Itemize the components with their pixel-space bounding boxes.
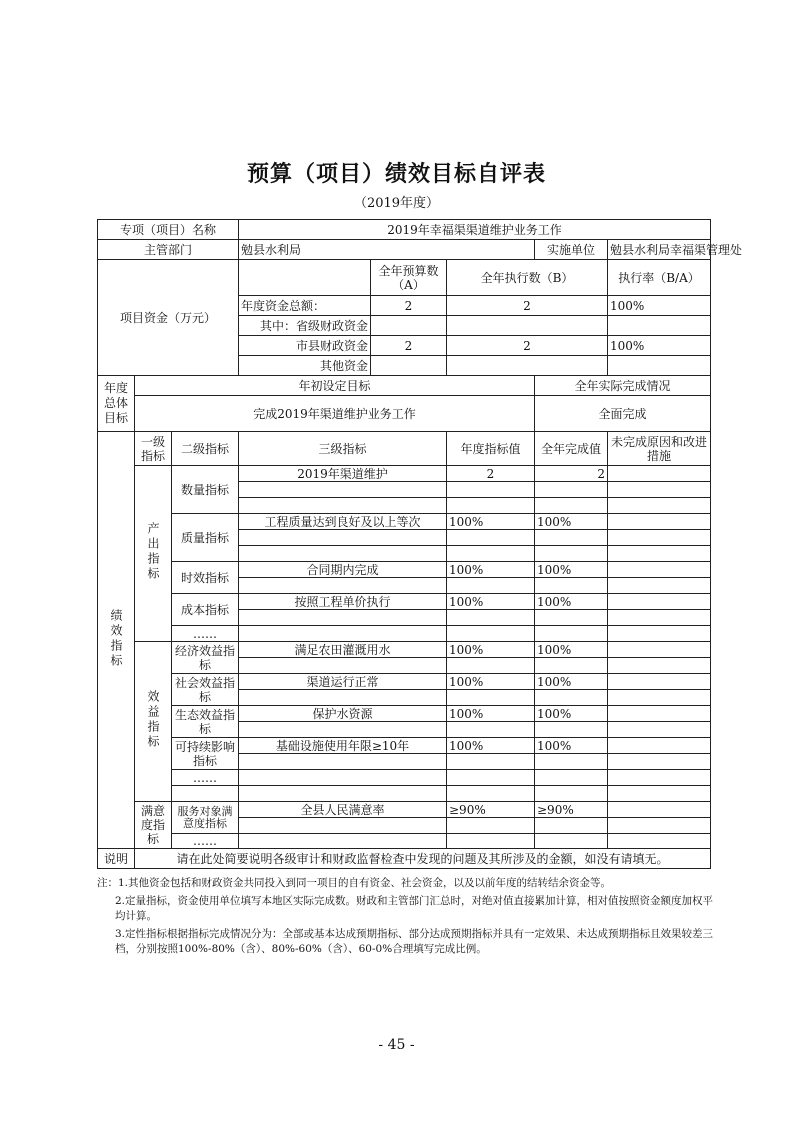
indicator-target: 100%: [447, 594, 535, 610]
table-row: [98, 770, 711, 786]
funds-row-a: [371, 316, 447, 336]
indicator-done: 100%: [535, 594, 608, 610]
funds-header-row: [98, 260, 711, 296]
overall-header-row: [98, 376, 711, 396]
table-row: [98, 466, 711, 482]
indicator-reason: [608, 514, 711, 530]
project-name-row: [98, 220, 711, 240]
indicator-done: ≥90%: [535, 802, 608, 818]
indicator-target: 100%: [447, 706, 535, 722]
indicator-item: 按照工程单价执行: [239, 594, 447, 610]
indicator-target: 2: [447, 466, 535, 482]
benefit-more: ……: [172, 770, 239, 786]
indicator-item: 满足农田灌溉用水: [239, 642, 447, 658]
indicator-reason: [608, 466, 711, 482]
funds-row-b: 2: [447, 336, 608, 356]
cost-indicator-label: 成本指标: [172, 594, 239, 626]
indicator-item: 保护水资源: [239, 706, 447, 722]
col-annual-done: 全年完成值: [535, 432, 608, 466]
funds-row-label: 年度资金总额：: [239, 296, 371, 316]
table-row: [98, 674, 711, 690]
indicator-done: 100%: [535, 562, 608, 578]
funds-row-rate: 100%: [608, 296, 711, 316]
funds-label: 项目资金（万元）: [98, 260, 239, 376]
social-indicator-label: 社会效益指标: [172, 674, 239, 706]
indicator-done: 100%: [535, 706, 608, 722]
actual-status-value: 全面完成: [535, 396, 711, 432]
table-row: [98, 786, 711, 802]
funds-row-a: 2: [371, 336, 447, 356]
footnote-3: 3.定性指标根据指标完成情况分为：全部或基本达成预期指标、部分达成预期指标并具有一定效果、未达成预期指标且效果较差三档，分别按照100%-80%（含）、80%-60%（含）、60-0%合理填写完成比例。: [115, 928, 714, 955]
quantity-indicator-label: 数量指标: [172, 466, 239, 514]
table-row: [98, 802, 711, 818]
table-row: [98, 626, 711, 642]
table-row: [98, 594, 711, 610]
funds-row-rate: 100%: [608, 336, 711, 356]
overall-content-row: [98, 396, 711, 432]
funds-row-b: [447, 356, 608, 376]
output-more: ……: [172, 626, 239, 642]
table-row: [98, 642, 711, 658]
table-row: [98, 514, 711, 530]
time-indicator-label: 时效指标: [172, 562, 239, 594]
indicator-item: 工程质量达到良好及以上等次: [239, 514, 447, 530]
remark-text: 请在此处简要说明各级审计和财政监督检查中发现的问题及其所涉及的金额，如没有请填无。: [135, 849, 711, 869]
sustain-indicator-label: 可持续影响指标: [172, 738, 239, 770]
satisfaction-more: ……: [172, 834, 239, 849]
impl-value: 勉县水利局幸福渠管理处: [608, 240, 711, 260]
footnotes: [97, 876, 717, 960]
col-level3: 三级指标: [239, 432, 447, 466]
table-row: [98, 562, 711, 578]
funds-row-b: [447, 316, 608, 336]
col-actual-status: 全年实际完成情况: [535, 376, 711, 396]
initial-goal-value: 完成2019年渠道维护业务工作: [135, 396, 535, 432]
indicator-done: 100%: [535, 674, 608, 690]
indicator-item: 基础设施使用年限≥10年: [239, 738, 447, 754]
col-exec-rate: 执行率（B/A）: [608, 260, 711, 296]
indicator-reason: [608, 562, 711, 578]
funds-row-label: 市县财政资金: [239, 336, 371, 356]
quality-indicator-label: 质量指标: [172, 514, 239, 562]
indicator-target: 100%: [447, 562, 535, 578]
indicator-target: 100%: [447, 642, 535, 658]
funds-row-rate: [608, 316, 711, 336]
department-row: [98, 240, 711, 260]
table-row: [98, 706, 711, 722]
dept-value: 勉县水利局: [239, 240, 535, 260]
funds-row-label: 其他资金: [239, 356, 371, 376]
econ-indicator-label: 经济效益指标: [172, 642, 239, 674]
indicator-reason: [608, 674, 711, 690]
remark-label: 说明: [98, 849, 135, 869]
funds-row-rate: [608, 356, 711, 376]
indicator-item: 渠道运行正常: [239, 674, 447, 690]
indicator-reason: [608, 738, 711, 754]
indicator-target: 100%: [447, 674, 535, 690]
indicator-reason: [608, 594, 711, 610]
page-number: - 45 -: [378, 1037, 415, 1053]
indicator-item: 2019年渠道维护: [239, 466, 447, 482]
indicator-done: 100%: [535, 642, 608, 658]
indicator-done: 100%: [535, 738, 608, 754]
service-satisfaction-label: 服务对象满意度指标: [172, 802, 239, 834]
remark-row: [98, 849, 711, 869]
indicator-done: 2: [535, 466, 608, 482]
table-row: [98, 834, 711, 849]
col-level2: 二级指标: [172, 432, 239, 466]
col-initial-goal: 年初设定目标: [135, 376, 535, 396]
col-executed-b: 全年执行数（B）: [447, 260, 608, 296]
overall-goal-label: 年度总体目标: [98, 376, 135, 432]
indicator-target: 100%: [447, 514, 535, 530]
satisfaction-indicator-label: 满意度指标: [135, 802, 172, 849]
perf-indicator-label: 绩效指标: [98, 432, 135, 849]
project-name-value: 2019年幸福渠渠道维护业务工作: [239, 220, 711, 240]
table-row: [98, 738, 711, 754]
footnote-2: 2.定量指标，资金使用单位填写本地区实际完成数。财政和主管部门汇总时，对绝对值直接累加计算，相对值按照资金额度加权平均计算。: [115, 895, 714, 922]
indicator-target: ≥90%: [447, 802, 535, 818]
indicator-target: 100%: [447, 738, 535, 754]
col-reason: 未完成原因和改进措施: [608, 432, 711, 466]
indicator-reason: [608, 642, 711, 658]
indicator-done: 100%: [535, 514, 608, 530]
self-evaluation-table: [97, 219, 743, 869]
col-budget-a: 全年预算数（A）: [371, 260, 447, 296]
indicator-item: 合同期内完成: [239, 562, 447, 578]
indicator-reason: [608, 802, 711, 818]
dept-label: 主管部门: [98, 240, 239, 260]
col-annual-target: 年度指标值: [447, 432, 535, 466]
funds-empty-cell: [239, 260, 371, 296]
footnote-1: 注：1.其他资金包括和财政资金共同投入到同一项目的自有资金、社会资金，以及以前年度的结转结余资金等。: [97, 877, 612, 889]
perf-header-row: [98, 432, 711, 466]
indicator-item: 全县人民满意率: [239, 802, 447, 818]
page-subtitle: （2019年度）: [353, 196, 440, 211]
funds-row-a: [371, 356, 447, 376]
col-level1: 一级指标: [135, 432, 172, 466]
page-title: 预算（项目）绩效目标自评表: [246, 161, 546, 187]
funds-row-b: 2: [447, 296, 608, 316]
eco-indicator-label: 生态效益指标: [172, 706, 239, 738]
funds-row-label: 其中：省级财政资金: [239, 316, 371, 336]
benefit-indicator-label: 效益指标: [135, 642, 172, 802]
project-name-label: 专项（项目）名称: [98, 220, 239, 240]
funds-row-a: 2: [371, 296, 447, 316]
indicator-reason: [608, 706, 711, 722]
output-indicator-label: 产出指标: [135, 466, 172, 642]
impl-label: 实施单位: [535, 240, 608, 260]
